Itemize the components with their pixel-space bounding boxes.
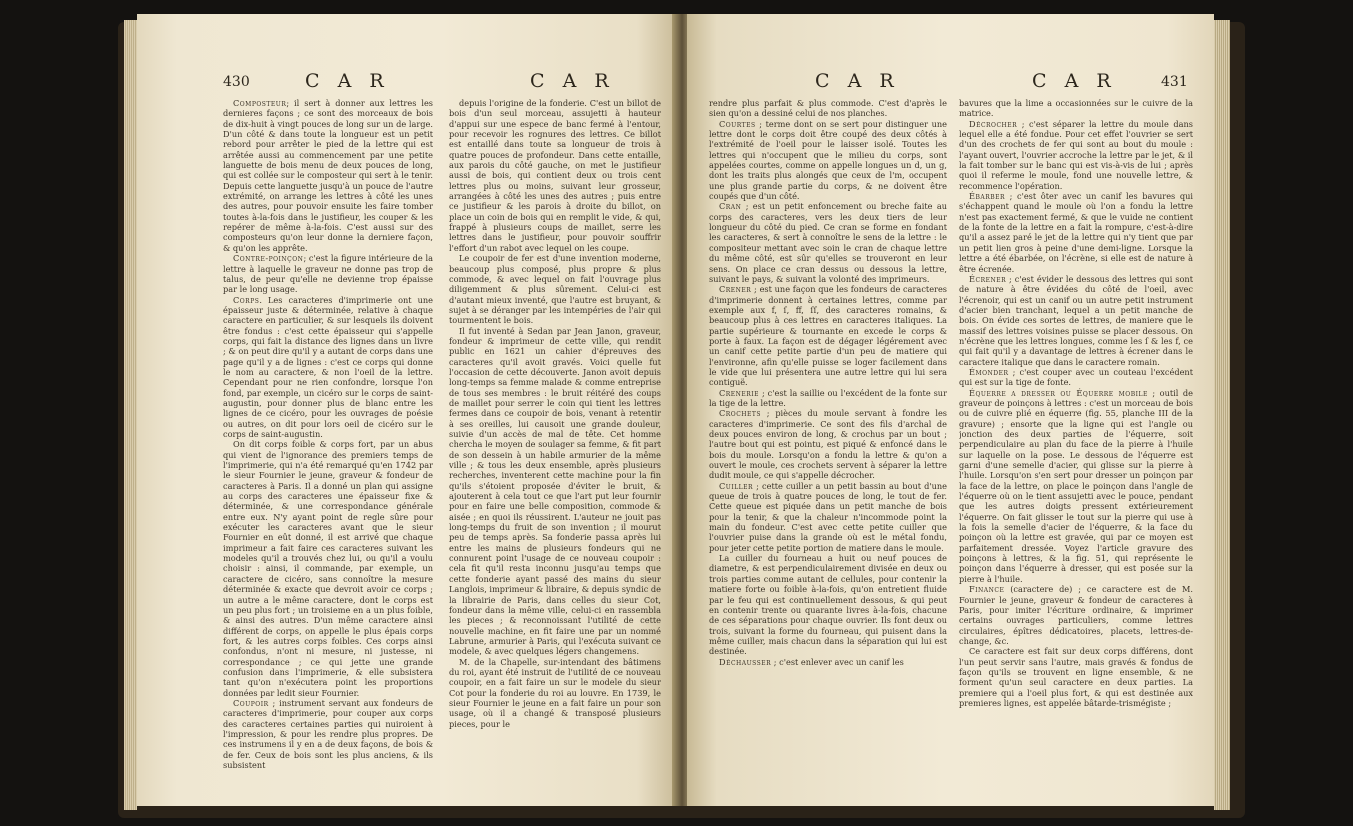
entry-text: ; c'est la saillie ou l'excédent de la fonte sur la tige de la lettre. <box>709 387 947 408</box>
paragraph <box>959 367 1193 388</box>
paragraph <box>223 698 433 770</box>
running-header-right: C A R <box>530 70 615 92</box>
paragraph <box>959 584 1193 646</box>
paragraph <box>709 119 947 202</box>
paragraph <box>449 98 661 253</box>
entry-term: Coupoir <box>233 697 269 708</box>
entry-text: ; est un petit enfoncement ou breche faite au corps des caracteres, vers les deux tiers de leur longueur du côté du pied. Ce cran se forme en fondant les caracteres, & sert à connoître le sens de la lettre : le compositeur mettant avec soin le cran de chaque lettre du même côté, est sûr qu'elles se trouveront en leur sens. On place ce cran dessus ou dessous la lettre, suivant le pays, & suivant la volonté des imprimeurs. <box>709 201 947 284</box>
entry-term: Équerre a dresser ou Équerre mobile <box>969 387 1148 398</box>
entry-term: Courtes <box>719 118 756 129</box>
paragraph <box>959 646 1193 708</box>
running-header-left: C A R <box>815 70 900 92</box>
entry-term: Crener <box>719 284 752 295</box>
paragraph <box>709 98 947 119</box>
entry-text: (caractere de) ; ce caractere est de M. Fournier le jeune, graveur & fondeur de caracteres à Paris, pour imiter l'écriture ordinaire, & imprimer certains ouvrages particuliers, comme lettres circulaires, épîtres dédicatoires, placets, lettres-de-change, &c. <box>959 584 1193 646</box>
entry-text: On dit corps foible & corps fort, par un abus qui vient de l'ignorance des premiers temps de l'imprimerie, qui n'a été remarqué qu'en 1742 par le sieur Fournier le jeune, graveur & fondeur de caracteres à Paris. Il a donné un plan qui assigne au corps des caracteres une épaisseur fixe & déterminée, & une correspondance générale entre eux. N'y ayant point de regle sûre pour exécuter les caracteres avant que le sieur Fournier en eût donné, il est arrivé que chaque imprimeur a fait faire ces caracteres suivant les modeles qu'il a trouvés chez lui, ou qu'il a voulu choisir : ainsi, il commande, par exemple, un caractere de cicéro, sans connoître la mesure déterminée & exacte que devroit avoir ce corps ; un autre a le même caractere, dont le corps est un peu plus fort ; un troisieme en a un plus foible, & ainsi des autres. D'un même caractere ainsi différent de corps, on appelle le plus épais corps fort, & les autres corps foibles. Ces corps ainsi confondus, n'ont ni mesure, ni justesse, ni correspondance ; ce qui jette une grande confusion dans l'imprimerie, & elle subsistera tant qu'on n'exécutera point les proportions données par ledit sieur Fournier. <box>223 439 433 698</box>
entry-term: Contre-poinçon <box>233 253 304 264</box>
entry-term: Corps <box>233 294 260 305</box>
paragraph <box>959 119 1193 191</box>
page-edges-left <box>124 20 137 810</box>
text-column-1 <box>709 98 947 798</box>
running-header-right: C A R <box>1032 70 1117 92</box>
entry-term: Ébarber <box>969 191 1006 202</box>
paragraph <box>223 253 433 294</box>
paragraph <box>223 439 433 698</box>
running-header-left: C A R <box>305 70 390 92</box>
entry-text: ; est une façon que les fondeurs de caracteres d'imprimerie donnent à certaines lettres, comme par exemple aux f, ſ, ff, ſſ, des caracteres romains, & beaucoup plus à ces lettres en caracteres italiques. La partie supérieure & tournante en excede le corps & porte à faux. La façon est de dégager légérement avec un canif cette petite partie d'un peu de matiere qui l'environne, afin qu'elle puisse se loger facilement dans le vide que lui présentera une autre lettre qui lui sera contiguë. <box>709 284 947 388</box>
right-page <box>687 14 1214 806</box>
text-column-2 <box>449 98 661 798</box>
paragraph <box>709 657 947 667</box>
entry-term: Crenerie <box>719 387 760 398</box>
paragraph <box>449 326 661 657</box>
entry-text: Ce caractere est fait sur deux corps différens, dont l'un peut servir sans l'autre, mais gravés & fondus de façon qu'ils se trouvent en ligne ensemble, & ne forment qu'un seul caractere en deux parties. La premiere qui a l'oeil plus fort, & qui est destinée aux premieres lignes, est appelée bâtarde-trismégiste ; <box>959 646 1193 708</box>
paragraph <box>709 481 947 553</box>
page-number: 430 <box>223 74 250 90</box>
paragraph <box>223 295 433 440</box>
entry-term: Déchausser <box>719 656 772 667</box>
entry-text: ; outil de graveur de poinçons à lettres : c'est un morceau de bois ou de cuivre plié en équerre (fig. 55, planche III de la gravure) ; ensorte que la ligne qui est l'angle ou jonction des deux parties de l'équerre, soit perpendiculaire au plan du face de la pierre à l'huile sur laquelle on la pose. Le dessous de l'équerre est garni d'une semelle d'acier, qui glisse sur la pierre à l'huile. Lorsqu'on s'en sert pour dresser un poinçon par la face de la lettre, on place le poinçon dans l'angle de l'équerre où on le tient assujetti avec le pouce, pendant que les autres doigts pressent extérieurement l'équerre. On fait glisser le tout sur la pierre qui use à la fois la semelle d'acier de l'équerre, & la face du poinçon où la lettre est gravée, qui par ce moyen est parfaitement dressée. Voyez l'article gravure des poinçons à lettres, & la fig. 51, qui représente le poinçon dans l'équerre à dresser, qui est posée sur la pierre à l'huile. <box>959 387 1193 584</box>
paragraph <box>449 253 661 325</box>
entry-term: Écrener <box>969 273 1007 284</box>
paragraph <box>709 553 947 656</box>
entry-text: ; pièces du moule servant à fondre les caracteres d'imprimerie. Ce sont des fils d'archal de deux pouces environ de long, & crochus par un bout ; l'autre bout qui est pointu, est piqué & enfoncé dans le bois du moule. Lorsqu'on a fondu la lettre & qu'on a ouvert le moule, ces crochets servent à séparer la lettre dudit moule, ce qui s'appelle décrocher. <box>709 408 947 481</box>
entry-term: Composteur <box>233 98 287 108</box>
paragraph <box>709 388 947 409</box>
entry-text: Le coupoir de fer est d'une invention moderne, beaucoup plus composé, plus propre & plus commode, & avec lequel on fait l'ouvrage plus diligemment & plus sûrement. Celui-ci est d'autant mieux inventé, que l'autre est bruyant, & sujet à se déranger par les intempéries de l'air qui tourmentent le bois. <box>449 253 661 326</box>
paragraph <box>449 657 661 729</box>
paragraph <box>709 284 947 387</box>
entry-text: ; c'est ôter avec un canif les bavures qui s'échappent quand le moule où l'on a fondu la lettre n'est pas exactement fermé, & que le vuide ne contient de la fonte de la lettre en a fait la rompure, c'est-à-dire qu'il a assez paré le jet de la lettre qui n'y tient que par un petit lien gros à peine d'une demi-ligne. Lorsque la lettre a été ébarbée, on l'écrène, si elle est de nature à être écrenée. <box>959 191 1193 274</box>
entry-term: Émonder <box>969 366 1009 377</box>
paragraph <box>709 408 947 480</box>
entry-text: La cuiller du fourneau a huit ou neuf pouces de diametre, & est perpendiculairement divisée en deux ou trois parties comme autant de cellules, pour contenir la matiere forte ou foible à-la-fois, qu'on entretient fluide par le feu qui est continuellement dessous, & qui peut en contenir trente ou quarante livres à-la-fois, chacune de ces séparations pour chaque ouvrier. Ils font deux ou trois, suivant la forme du fourneau, qui puisent dans la même cuiller, mais chacun dans la séparation qui lui est destinée. <box>709 553 947 657</box>
entry-text: bavures que la lime a occasionnées sur le cuivre de la matrice. <box>959 98 1193 119</box>
page-number: 431 <box>1161 74 1188 90</box>
entry-text: ; il sert à donner aux lettres les dernieres façons ; ce sont des morceaux de bois de dix-huit à vingt pouces de long sur un de large. D'un côté & dans toute la longueur est un petit rebord pour arrêter le pied de la lettre qui est arrêtée aussi au commencement par une petite languette de bois menu de deux pouces de long, qui est collée sur le composteur qui sert à le tenir. Depuis cette languette jusqu'à un pouce de l'autre extrémité, on arrange les lettres à côté les unes des autres, pour pouvoir ensuite les faire tomber toutes à-la-fois dans le justifieur, les couper & les repérer de même à-la-fois. C'est aussi sur des composteurs qu'on leur donne la derniere façon, & qu'on les apprête. <box>223 98 433 253</box>
entry-text: ; c'est la figure intérieure de la lettre à laquelle le graveur ne donne pas trop de talus, de peur qu'elle ne devienne trop épaisse par le long usage. <box>223 253 433 295</box>
page-edges-right <box>1214 20 1230 810</box>
text-column-1 <box>223 98 433 798</box>
left-page <box>137 14 677 806</box>
entry-text: depuis l'origine de la fonderie. C'est un billot de bois d'un seul morceau, assujetti à hauteur d'appui sur une espece de banc fermé à l'entour, pour recevoir les rognures des lettres. Ce billot est entaillé dans toute sa longueur de trois à quatre pouces de profondeur. Dans cette entaille, aux parois du côté gauche, on met le justifieur aussi de bois, qui contient deux ou trois cent lettres plus ou moins, suivant leur grosseur, arrangées à côté les unes des autres ; puis entre ce justifieur & les parois à droite du billot, on place un coin de bois qui en remplit le vide, & qui, frappé à plusieurs coups de maillet, serre les lettres dans le justifieur, pour pouvoir souffrir l'effort d'un rabot avec lequel on les coupe. <box>449 98 661 253</box>
paragraph <box>959 98 1193 119</box>
entry-text: . Les caracteres d'imprimerie ont une épaisseur juste & déterminée, relative à chaque caractere en particulier, & sur lesquels ils doivent être fondus : c'est cette épaisseur qui s'appelle corps, qui fait la distance des lignes dans un livre ; & on peut dire qu'il y a autant de corps dans une page qu'il y a de lignes : c'est ce corps qui donne le nom au caractere, & non l'oeil de la lettre. Cependant pour ne rien confondre, lorsque l'on fond, par exemple, un cicéro sur le corps de saint-augustin, pour donner plus de blanc entre les lignes de ce cicéro, pour les ouvrages de poésie ou autres, on dit pour lors oeil de cicéro sur le corps de saint-augustin. <box>223 294 433 439</box>
entry-text: Il fut inventé à Sedan par Jean Janon, graveur, fondeur & imprimeur de cette ville, qui rendit public en 1621 un cahier d'épreuves des caracteres qu'il avoit gravés. Voici quelle fut l'occasion de cette découverte. Janon avoit depuis long-temps sa femme malade & comme entreprise de tous ses membres : le bruit réitéré des coups de maillet pour serrer le coin qui tient les lettres fermes dans ce coupoir de bois, venant à retentir à ses oreilles, lui causoit une grande douleur, suivie d'un accès de mal de tête. Cet homme chercha le moyen de soulager sa femme, & fit part de son dessein à un habile armurier de la même ville ; & tous les deux ensemble, après plusieurs recherches, inventerent cette machine pour la fin qu'ils s'étoient proposée d'éviter le bruit, & ajouterent à cela tout ce que l'art put leur fournir pour en faire une belle composition, commode & aisée ; en quoi ils réussirent. L'auteur ne jouit pas long-temps du fruit de son invention ; il mourut peu de temps après. Sa fonderie passa après lui entre les mains de plusieurs fondeurs qui ne connurent point l'usage de ce nouveau coupoir : cela fit qu'il resta inconnu jusqu'au temps que cette fonderie ayant passé des mains du sieur Langlois, imprimeur & libraire, & depuis syndic de la librairie de Paris, dans celles du sieur Cot, fondeur dans la même ville, celui-ci en rassembla les pieces ; & reconnoissant l'utilité de cette nouvelle machine, en fit faire une par un nommé Labrune, armurier à Paris, qui l'exécuta suivant ce modele, & avec quelques légers changemens. <box>449 325 661 657</box>
entry-text: ; instrument servant aux fondeurs de caracteres d'imprimerie, pour couper aux corps des caracteres certaines parties qui nuiroient à l'impression, & pour les rendre plus propres. De ces instrumens il y en a de deux façons, de bois & de fer. Ceux de bois sont les plus anciens, & ils subsistent <box>223 697 433 770</box>
entry-text: ; terme dont on se sert pour distinguer une lettre dont le corps doit être coupé des deux côtés à l'extrémité de l'oeil pour le laisser isolé. Toutes les lettres qui n'occupent que le milieu du corps, sont appelées courtes, comme on appelle longues un d, un g, dont les traits plus alongés que ceux de l'm, occupent une plus grande partie du corps, & ne doivent être coupés que d'un côté. <box>709 118 947 202</box>
entry-text: rendre plus parfait & plus commode. C'est d'après le sien qu'on a dessiné celui de nos planches. <box>709 98 947 119</box>
paragraph <box>223 98 433 253</box>
entry-term: Crochets <box>719 408 762 419</box>
entry-term: Cuiller <box>719 480 754 491</box>
entry-text: ; c'est séparer la lettre du moule dans lequel elle a été fondue. Pour cet effet l'ouvrier se sert d'un des crochets de fer qui sont au bout du moule : l'ayant ouvert, l'ouvrier accroche la lettre par le jet, & il la fait tomber sur le banc qui est vis-à-vis de lui ; après quoi il referme le moule, fond une nouvelle lettre, & recommence l'opération. <box>959 118 1193 191</box>
entry-text: ; c'est évider le dessous des lettres qui sont de nature à être évidées du côté de l'oeil, avec l'écrenoir, qui est un canif ou un autre petit instrument d'acier bien tranchant, lequel a un petit manche de bois. On évide ces sortes de lettres, de maniere que le massif des lettres voisines puisse se placer dessous. On n'écrène que les lettres longues, comme les ſ & les f, ce qui fait qu'il y a davantage de lettres à écrener dans le caractere italique que dans le caractere romain. <box>959 273 1193 367</box>
entry-text: ; cette cuiller a un petit bassin au bout d'une queue de trois à quatre pouces de long, le tout de fer. Cette queue est piquée dans un petit manche de bois pour la tenir, & que la chaleur n'incommode point la main du fondeur. C'est avec cette petite cuiller que l'ouvrier puise dans la grande où est le métal fondu, pour jeter cette petite portion de matiere dans le moule. <box>709 480 947 553</box>
entry-term: Décrocher <box>969 118 1018 129</box>
entry-text: M. de la Chapelle, sur-intendant des bâtimens du roi, ayant été instruit de l'utilité de ce nouveau coupoir, en a fait faire un sur le modele du sieur Cot pour la fonderie du roi au louvre. En 1739, le sieur Fournier le jeune en a fait faire un pour son usage, où il a changé & transposé plusieurs pieces, pour le <box>449 656 661 729</box>
paragraph <box>959 191 1193 274</box>
entry-text: ; c'est couper avec un couteau l'excédent qui est sur la tige de fonte. <box>959 366 1193 388</box>
entry-term: Finance <box>969 584 1005 595</box>
entry-text: ; c'est enlever avec un canif les <box>771 656 904 667</box>
paragraph <box>959 388 1193 585</box>
paragraph <box>709 201 947 284</box>
paragraph <box>959 274 1193 367</box>
text-column-2 <box>959 98 1193 798</box>
entry-term: Cran <box>719 201 742 212</box>
